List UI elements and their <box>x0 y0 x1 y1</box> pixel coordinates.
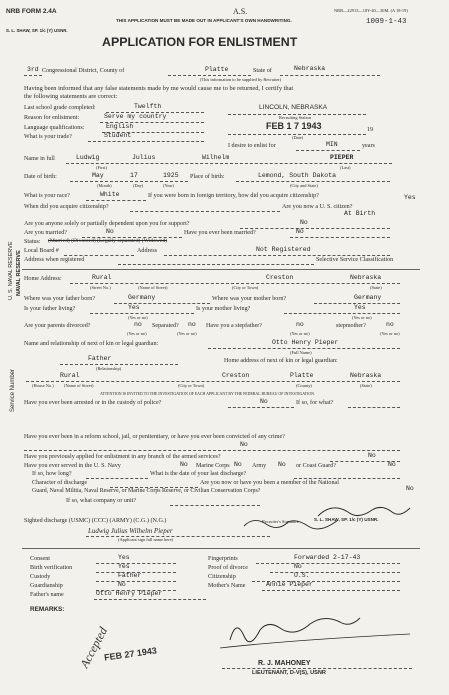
pob-label: Place of birth: <box>190 174 225 180</box>
district-label: Congressional District, County of <box>42 68 125 74</box>
desire-label: I desire to enlist for <box>228 143 276 149</box>
cap-state: (State) <box>370 285 382 290</box>
pob-value: Lemond, South Dakota <box>258 172 337 179</box>
state-label: State of <box>253 68 272 74</box>
form-code: A.S. <box>233 7 248 16</box>
custody-label: Custody <box>30 574 51 580</box>
kin-street: Rural <box>60 372 80 379</box>
applied-label: Have you previously applied for enlistment in any branch of the armed services? <box>24 454 221 460</box>
home-city: Creston <box>266 274 294 281</box>
cap-city-town: (City or Town) <box>232 285 259 290</box>
certify-line-1: Having been informed that any false statements made by me would cause me to be returned, I certify that <box>24 85 294 92</box>
support-label: Are you anyone solely or partially dependent upon you for support? <box>24 221 190 227</box>
dob-label: Date of birth: <box>24 174 57 180</box>
accepted-stamp: Accepted <box>77 624 111 671</box>
cap-street-no: (Street No.) <box>90 285 111 290</box>
mother-born-value: Germany <box>354 294 382 301</box>
home-street: Rural <box>92 274 112 281</box>
date-caption: (Date) <box>292 135 304 140</box>
trade-label: What is your trade? <box>24 134 72 140</box>
caption-last: (Last) <box>340 165 351 170</box>
file-number: 1009-1-43 <box>366 18 407 26</box>
birth-value: Yes <box>118 563 130 570</box>
station-name: LINCOLN, NEBRASKA <box>259 104 328 111</box>
cap-city-town-2: (City or Town) <box>178 383 205 388</box>
cap-relationship: (Relationship) <box>96 366 122 371</box>
cap-full-name: (Full Name) <box>290 350 312 355</box>
separated-label: Separated? <box>152 323 179 329</box>
applicant-signature: Ludwig Julius Wilhelm Pieper <box>88 527 173 535</box>
mother-living-label: Is your mother living? <box>196 306 251 312</box>
arrested-value: No <box>260 398 268 405</box>
navy-value: No <box>180 461 188 468</box>
stepmother-label: stepmother? <box>336 323 366 329</box>
when-citizen-label: When did you acquire citizenship? <box>24 204 109 210</box>
name-label: Name in full <box>24 156 55 162</box>
kin-state: Nebraska <box>350 372 382 379</box>
recruiter-signature-label: Recruiter's Signature <box>262 519 299 524</box>
remarks-label: REMARKS: <box>30 606 65 613</box>
name-middle-2: Wilhelm <box>202 154 230 161</box>
district-number: 3rd <box>27 66 39 73</box>
applicant-signature-scrawl <box>244 520 338 529</box>
guard-value: No <box>406 485 414 492</box>
caption-day: (Day) <box>133 183 144 188</box>
desire-value: MIN <box>326 141 338 148</box>
dob-month: May <box>92 172 104 179</box>
citizen-label: Are you now a U. S. citizen? <box>282 204 353 210</box>
birth-label: Birth verification <box>30 565 73 571</box>
side-service-number: Service Number <box>10 368 16 412</box>
fbi-notice: ATTENTION IS INVITED TO THE INVESTIGATION OF EACH APPLICANT BY THE FEDERAL BUREAU OF INVESTIGATION. <box>100 392 315 396</box>
fathers-name-label: Father's name <box>30 592 64 598</box>
station-date: FEB 1 7 1943 <box>266 121 322 131</box>
ever-married-label: Have you ever been married? <box>184 230 256 236</box>
mothers-name-value: Annie Pieper <box>266 581 313 588</box>
divorce-value: No <box>294 563 302 570</box>
if-so-label: If so, for what? <box>296 400 334 406</box>
yes-no-caption-2: (Yes or no) <box>352 315 372 320</box>
kin-label: Name and relationship of next of kin or legal guardian: <box>24 341 159 347</box>
divorced-label: Are your parents divorced? <box>24 323 91 329</box>
applied-value: No <box>368 452 376 459</box>
name-last: PIEPER <box>330 154 354 161</box>
father-living-value: Yes <box>128 304 140 311</box>
page-title: APPLICATION FOR ENLISTMENT <box>102 35 298 49</box>
name-middle: Julius <box>132 154 156 161</box>
fingerprints-label: Fingerprints <box>208 556 238 562</box>
officer-signature-flourish <box>220 634 410 648</box>
fathers-name-value: Otto Henry Pieper <box>96 590 163 597</box>
cap-house: (House No.) <box>32 383 54 388</box>
board-label: Local Board # <box>24 248 59 254</box>
handwriting-instruction: THIS APPLICATION MUST BE MADE OUT IN APPLICANT'S OWN HANDWRITING. <box>116 18 292 23</box>
coast-value: No <box>388 461 396 468</box>
father-living-label: Is your father living? <box>24 306 76 312</box>
sighted-discharge-label: Sighted discharge (USMC) (CCC) (ARMY) (C.G.) (N.G.) <box>24 518 167 524</box>
when-citizen-value: At Birth <box>344 210 376 217</box>
stepfather-value: no <box>296 321 304 328</box>
cap-street-name: (Name of Street) <box>64 383 94 388</box>
certify-line-2: the following statements are correct: <box>24 93 118 100</box>
dob-year: 1925 <box>163 172 179 179</box>
married-label: Are you married? <box>24 230 67 236</box>
home-state: Nebraska <box>350 274 382 281</box>
mothers-name-label: Mother's Name <box>208 583 246 589</box>
side-text-inner: NAVAL RESERVE <box>16 250 22 296</box>
discharge-date-label: What is the date of your last discharge? <box>150 471 247 477</box>
applicant-sign-caption: (Applicant sign full name here) <box>118 537 174 542</box>
desire-suffix: years <box>362 143 375 149</box>
arrested-label: Have you ever been arrested or in the custody of police? <box>24 400 162 406</box>
unit-label: If so, what company or unit? <box>66 498 137 504</box>
race-value: White <box>100 191 120 198</box>
citizenship-value: U.S. <box>294 572 310 579</box>
cap-name-street: (Name of Street) <box>138 285 168 290</box>
mother-living-value: Yes <box>354 304 366 311</box>
guard-label: Guard, Naval Militia, Naval Reserve, or Marine Corps Reserve, or Civilian Conservation Corps? <box>32 488 261 494</box>
how-long-label: If so, how long? <box>32 471 72 477</box>
divorce-label: Proof of divorce <box>208 565 248 571</box>
status-options: (Married) (Divorced) (Legally separated) (Widowed) <box>48 238 168 244</box>
coast-label: or Coast Guard? <box>296 463 336 469</box>
caption-year: (Year) <box>163 183 175 188</box>
caption-city-state: (City and State) <box>290 183 318 188</box>
dob-day: 17 <box>130 172 138 179</box>
army-label: Army <box>252 463 267 469</box>
grade-value: Twelfth <box>134 103 162 110</box>
station-caption: Recruiting Station <box>279 115 312 120</box>
language-value: English <box>106 123 134 130</box>
selective-label: Selective Service Classification <box>316 257 394 263</box>
state-value: Nebraska <box>294 65 326 72</box>
kin-county: Platte <box>290 372 314 379</box>
kin-name-value: Otto Henry Pieper <box>272 339 339 346</box>
separated-value: no <box>188 321 196 328</box>
home-label: Home Address: <box>24 276 62 282</box>
character-label: Character of discharge <box>32 480 88 486</box>
father-born-label: Where was your father born? <box>24 296 96 302</box>
district-note: (This information to be supplied by Recruiter) <box>200 77 282 82</box>
status-label: Status: <box>24 239 41 245</box>
yes-no-caption-3: (Yes or no) <box>127 331 147 336</box>
reason-value: Serve my country <box>104 113 167 120</box>
reason-label: Reason for enlistment: <box>24 115 80 121</box>
grade-label: Last school grade completed: <box>24 105 96 111</box>
ever-married-value: No <box>296 228 304 235</box>
mother-born-label: Where was your mother born? <box>212 296 287 302</box>
kin-home-label: Home address of next of kin or legal guardian: <box>224 358 338 364</box>
kin-city: Creston <box>222 372 250 379</box>
army-value: No <box>278 461 286 468</box>
consent-label: Consent <box>30 556 50 562</box>
yes-no-caption-4: (Yes or no) <box>177 331 197 336</box>
member-label: Are you now or have you been a member of the National <box>200 480 339 486</box>
cap-state-2: (State) <box>360 383 372 388</box>
stepfather-label: Have you a stepfather? <box>206 323 263 329</box>
side-text-outer: U. S. NAVAL RESERVE <box>8 241 14 300</box>
language-label: Language qualifications: <box>24 125 85 131</box>
yes-no-caption-5: (Yes or no) <box>290 331 310 336</box>
father-born-value: Germany <box>128 294 156 301</box>
yes-no-caption-6: (Yes or no) <box>380 331 400 336</box>
served-label: Have you ever served in the U. S. Navy <box>24 463 121 469</box>
guardianship-value: No <box>118 581 126 588</box>
trade-value: Student <box>104 132 132 139</box>
date-stamp: FEB 27 1943 <box>103 645 158 663</box>
fingerprints-value: Forwarded 2-17-43 <box>294 554 361 561</box>
foreign-question: If you were born in foreign territory, how did you acquire citizenship? <box>148 193 319 199</box>
marine-value: No <box>234 461 242 468</box>
citizenship-label: Citizenship <box>208 574 236 580</box>
marine-label: Marine Corps <box>196 463 230 469</box>
stepmother-value: no <box>386 321 394 328</box>
form-number: NRB FORM 2.4A <box>6 8 57 15</box>
reform-label: Have you ever been in a reform school, jail, or penitentiary, or have you ever been convicted of any crime? <box>24 434 285 440</box>
board-address-label: Address <box>137 248 157 254</box>
citizen-value: Yes <box>404 194 416 201</box>
board-address-value: Not Registered <box>256 246 311 253</box>
yes-no-caption-1: (Yes or no) <box>128 315 148 320</box>
recruiter-stamp: S. L. SHAW, SP. 1/c (Y) USNR. <box>314 517 379 522</box>
cap-county: (County) <box>296 383 312 388</box>
divorced-value: no <box>134 321 142 328</box>
guardianship-label: Guardianship <box>30 583 63 589</box>
married-value: No <box>106 228 114 235</box>
consent-value: Yes <box>118 554 130 561</box>
county-value: Platte <box>205 66 229 73</box>
custody-value: Father <box>118 572 142 579</box>
race-label: What is your race? <box>24 193 70 199</box>
officer-name: R. J. MAHONEY <box>258 660 311 667</box>
caption-month: (Month) <box>97 183 112 188</box>
print-code: NRB—22913—18Y-40—30M. (A 18-19) <box>334 8 408 13</box>
officer-title: LIEUTENANT, D-V(S), USNR <box>252 670 326 676</box>
name-first: Ludwig <box>76 154 100 161</box>
registered-label: Address when registered <box>24 257 85 263</box>
station-year-suffix: 19 <box>367 127 374 133</box>
recruiter-signature-scrawl <box>318 507 410 516</box>
header-stamp: S. L. SHAW, SP. 1/c (Y) USNR. <box>6 28 68 33</box>
reform-value: No <box>240 441 248 448</box>
support-value: No <box>300 219 308 226</box>
caption-first: (First) <box>96 165 107 170</box>
kin-rel-value: Father <box>88 355 112 362</box>
